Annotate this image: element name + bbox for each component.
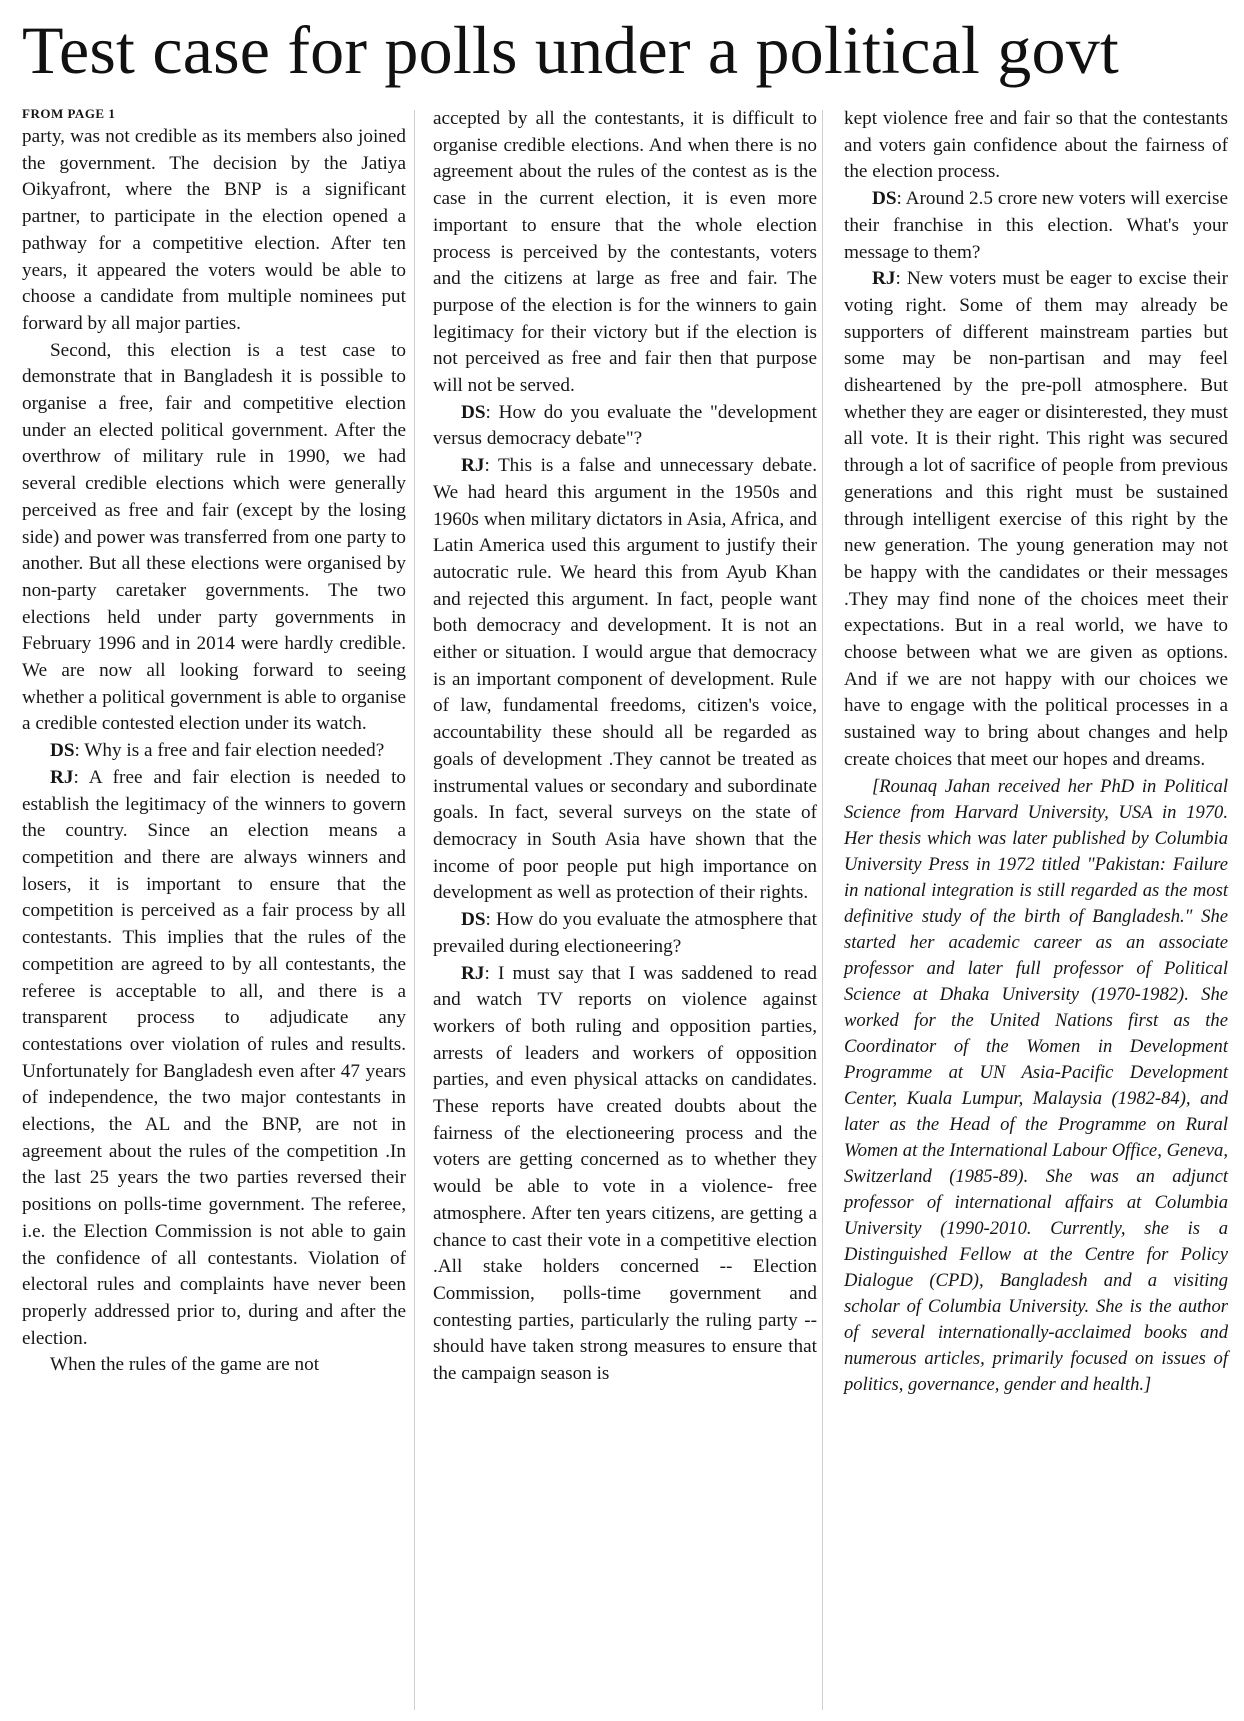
paragraph-text: Second, this election is a test case to demonstrate that in Bangladesh it is possible to organise a free, fair and competitive election under an elected political government. After the overthrow of military rule in 1990, we had several credible elections which were generally perceived as free and fair (except by the losing side) and power was transferred from one party to another. But all these elections were organised by non-party caretaker governments. The two elections held under party governments in February 1996 and in 2014 were hardly credible. We are now all looking forward to seeing whether a political government is able to organise a credible contested election under its watch. [22,339,406,735]
speaker-label: RJ [872,268,896,290]
speaker-label: RJ [461,962,485,984]
paragraph-text: When the rules of the game are not [50,1354,320,1376]
column-1 [22,106,406,1398]
paragraph-text: party, was not credible as its members also joined the government. The decision by the Jatiya Oikyafront, where the BNP is a significant partner, to participate in the election opened a pathway for a competitive election. After ten years, it appeared the voters would be able to choose a candidate from multiple nominees put forward by all major parties. [22,126,406,334]
paragraph [433,106,817,400]
answer-paragraph [22,765,406,1352]
column-2 [433,106,817,1398]
paragraph [22,1352,406,1379]
paragraph-text: : I must say that I was saddened to read and watch TV reports on violence against workers of both ruling and opposition parties, arrests of leaders and workers of opposition parties, and even physical attacks on candidates. These reports have created doubts about the fairness of the electioneering process and the voters are getting concerned as to whether they would be able to vote in a violence- free atmosphere. After ten years citizens, are getting a chance to cast their vote in a competitive election .All stake holders concerned -- Election Commission, polls-time government and contesting parties, particularly the ruling party -- should have taken strong measures to ensure that the campaign season is [433,962,817,1385]
article-body [22,106,1228,1398]
paragraph-text: : A free and fair election is needed to establish the legitimacy of the winners to govern the country. Since an election means a competition and there are always winners and losers, it is important to ensure that the competition is perceived as a fair process by all contestants. This implies that the rules of the competition are agreed to by all contestants, the referee is acceptable to all, and there is a transparent process to adjudicate any contestations over violation of rules and results. Unfortunately for Bangladesh even after 47 years of independence, the two major contestants in elections, the AL and the BNP, are not in agreement about the rules of the competition .In the last 25 years the two parties reversed their positions on polls-time government. The referee, i.e. the Election Commission is not able to gain the confidence of all contestants. Violation of electoral rules and complaints have never been properly addressed prior to, during and after the election. [22,766,406,1349]
speaker-label: DS [872,188,897,210]
paragraph-text: accepted by all the contestants, it is difficult to organise credible elections. And when there is no agreement about the rules of the contest as is the case in the current election, it is even more important to ensure that the whole election process is perceived by the contestants, voters and the citizens at large as free and fair. The purpose of the election is for the winners to gain legitimacy for their victory but if the election is not perceived as free and fair then that purpose will not be served. [433,108,817,397]
paragraph [22,338,406,739]
question-paragraph [22,738,406,765]
paragraph-text: kept violence free and fair so that the contestants and voters gain confidence about the fairness of the election process. [844,108,1228,183]
paragraph [22,124,406,338]
speaker-label: DS [50,740,75,762]
paragraph-text: : How do you evaluate the atmosphere that prevailed during electioneering? [433,909,817,957]
speaker-label: RJ [461,455,485,477]
question-paragraph [844,186,1228,266]
author-bio [844,774,1228,1398]
answer-paragraph [844,266,1228,773]
answer-paragraph [433,453,817,907]
paragraph [844,106,1228,186]
speaker-label: DS [461,401,486,423]
author-bio-text: [Rounaq Jahan received her PhD in Political Science from Harvard University, USA in 1970. Her thesis which was later published by Columbia University Press in 1972 titled "Pakistan: Failure in national integration is still regarded as the most definitive study of the birth of Bangladesh." She started her academic career as an associate professor and later full professor of Political Science at Dhaka University (1970-1982). She worked for the United Nations first as the Coordinator of the Women in Development Programme at UN Asia-Pacific Development Center, Kuala Lumpur, Malaysia (1982-84), and later as the Head of the Programme on Rural Women at the International Labour Office, Geneva, Switzerland (1985-89). She was an adjunct professor of international affairs at Columbia University (1990-2010. Currently, she is a Distinguished Fellow at the Centre for Policy Dialogue (CPD), Bangladesh and a visiting scholar of Columbia University. She is the author of several internationally-acclaimed books and numerous articles, primarily focused on issues of politics, governance, gender and health.] [844,775,1228,1395]
headline: Test case for polls under a political govt [22,12,1119,88]
paragraph-text: : New voters must be eager to excise their voting right. Some of them may already be supporters of different mainstream parties but some may be non-partisan and may feel disheartened by the pre-poll atmosphere. But whether they are eager or disinterested, they must all vote. It is their right. This right was secured through a lot of sacrifice of people from previous generations and this right must be sustained through intelligent exercise of this right by the new generation. The young generation may not be happy with the candidates or their messages .They may find none of the choices meet their expectations. But in a real world, we have to choose between what we are given as options. And if we are not happy with our choices we have to engage with the political processes in a sustained way to bring about changes and help create choices that meet our hopes and dreams. [844,268,1228,770]
paragraph-text: : This is a false and unnecessary debate. We had heard this argument in the 1950s and 1960s when military dictators in Asia, Africa, and Latin America used this argument to justify their autocratic rule. We heard this from Ayub Khan and rejected this argument. In fact, people want both democracy and development. It is not an either or situation. I would argue that democracy is an important component of development. Rule of law, fundamental freedoms, citizen's voice, accountability these should all be regarded as goals of development .They cannot be treated as instrumental values or secondary and subordinate goals. In fact, several surveys on the state of democracy in South Asia have shown that the income of poor people put high importance on development as well as protection of their rights. [433,455,817,904]
paragraph-text: : How do you evaluate the "development versus democracy debate"? [433,401,817,450]
paragraph-text: : Why is a free and fair election needed? [74,740,385,762]
column-divider [414,110,415,1710]
paragraph-text: : Around 2.5 crore new voters will exercise their franchise in this election. What's your message to them? [844,188,1228,263]
column-divider [822,110,823,1710]
answer-paragraph [433,961,817,1388]
speaker-label: RJ [50,766,74,788]
question-paragraph [433,907,817,960]
continuation-label: FROM PAGE 1 [22,106,116,121]
question-paragraph [433,400,817,453]
speaker-label: DS [461,909,486,931]
column-3 [844,106,1228,1398]
